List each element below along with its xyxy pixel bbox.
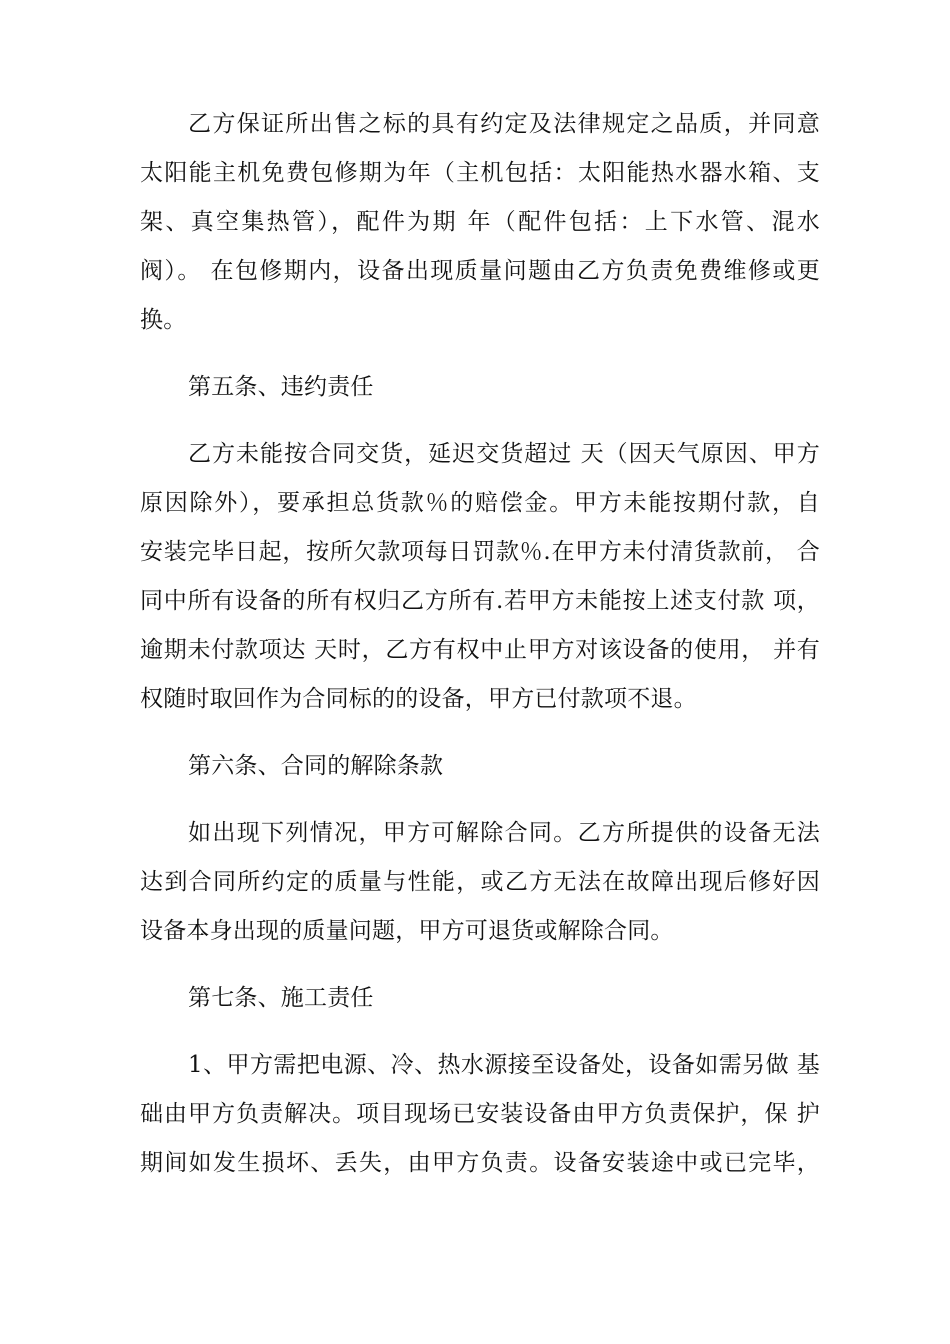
text-line: 阀）。 在包修期内，设备出现质量问题由乙方负责免费维修或更	[140, 258, 820, 284]
paragraph-construction	[140, 1041, 820, 1188]
document-page	[140, 100, 820, 1206]
heading-text: 第六条、合同的解除条款	[188, 753, 444, 779]
text-line: 太阳能主机免费包修期为年（主机包括：太阳能热水器水箱、支	[140, 160, 820, 186]
section-heading-article-7	[140, 974, 820, 1023]
heading-text: 第五条、违约责任	[188, 374, 374, 400]
text-line: 达到合同所约定的质量与性能，或乙方无法在故障出现后修好因	[140, 869, 820, 895]
section-heading-article-6	[140, 742, 820, 791]
text-line: 础由甲方负责解决。项目现场已安装设备由甲方负责保护，保 护	[140, 1101, 820, 1127]
text-line: 期间如发生损坏、丢失，由甲方负责。设备安装途中或已完毕，	[140, 1150, 820, 1176]
section-heading-article-5	[140, 363, 820, 412]
paragraph-termination	[140, 809, 820, 956]
text-line: 设备本身出现的质量问题，甲方可退货或解除合同。	[140, 918, 674, 944]
paragraph-breach-liability	[140, 430, 820, 724]
text-line: 原因除外），要承担总货款％的赔偿金。甲方未能按期付款，自	[140, 490, 820, 516]
text-line: 安装完毕日起，按所欠款项每日罚款％.在甲方未付清货款前， 合	[140, 539, 820, 565]
text-line: 如出现下列情况，甲方可解除合同。乙方所提供的设备无法	[188, 820, 820, 846]
text-line: 逾期未付款项达 天时，乙方有权中止甲方对该设备的使用， 并有	[140, 637, 820, 663]
paragraph-warranty	[140, 100, 820, 345]
text-line: 同中所有设备的所有权归乙方所有.若甲方未能按上述支付款 项，	[140, 588, 820, 614]
text-line: 架、真空集热管），配件为期 年（配件包括：上下水管、混水	[140, 209, 820, 235]
heading-text: 第七条、施工责任	[188, 985, 374, 1011]
text-line: 权随时取回作为合同标的的设备，甲方已付款项不退。	[140, 686, 697, 712]
text-line: 乙方未能按合同交货，延迟交货超过 天（因天气原因、甲方	[188, 441, 820, 467]
text-line: 换。	[140, 307, 187, 333]
text-line: 乙方保证所出售之标的具有约定及法律规定之品质，并同意	[188, 111, 820, 137]
text-line: 1、甲方需把电源、冷、热水源接至设备处，设备如需另做 基	[188, 1052, 820, 1078]
